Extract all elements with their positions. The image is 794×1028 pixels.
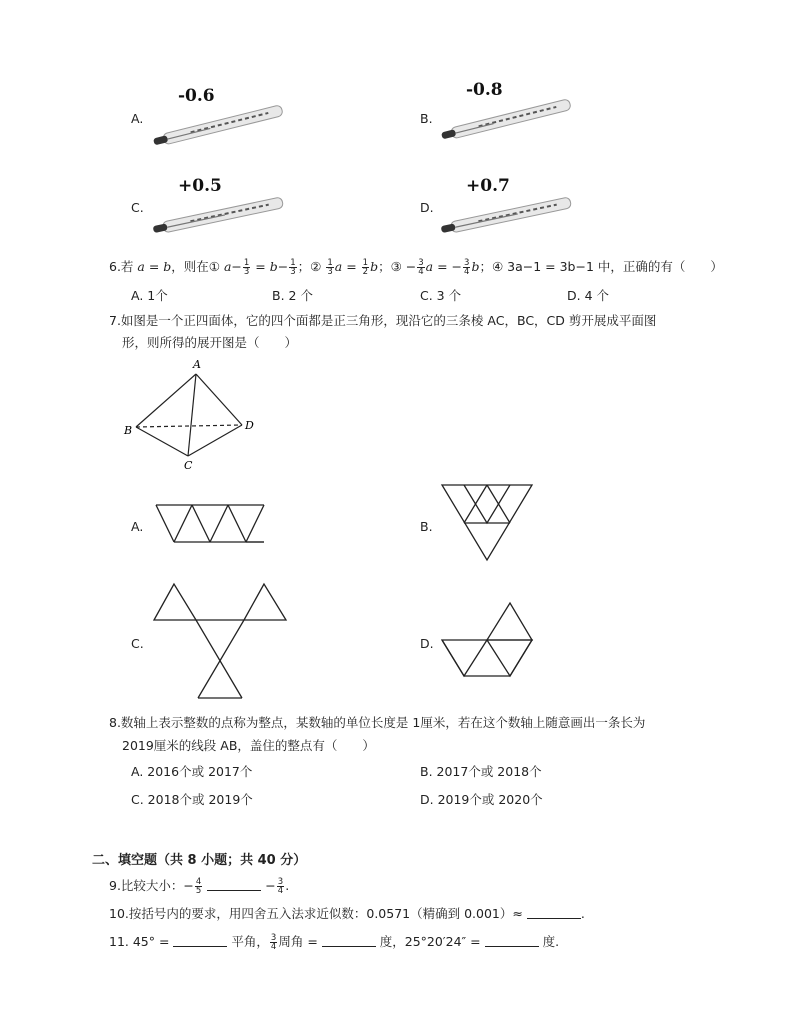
thermometer-icon — [438, 194, 578, 238]
q8-choice-b[interactable]: B. 2017个或 2018个 — [420, 764, 542, 779]
q7-option-a-letter: A. — [131, 519, 144, 534]
fraction: $\frac{4}{5}$ — [195, 877, 202, 896]
fraction: $\frac{3}{4}$ — [277, 877, 284, 896]
thermometer-reading: +0.5 — [178, 176, 222, 196]
q6-expr2b: b — [370, 259, 379, 274]
q6-expr4: ；④ 3a−1 = 3b−1 中，正确的有（ ） — [479, 259, 723, 274]
fraction: $\frac{1}{3}$ — [327, 258, 333, 277]
q6-expr1b: = b− — [251, 259, 289, 274]
q11-blank-1[interactable] — [173, 934, 227, 947]
question-6 — [109, 258, 723, 276]
edge-bc — [136, 427, 188, 456]
edge-bd-hidden — [136, 425, 242, 427]
q8-choice-a[interactable]: A. 2016个或 2017个 — [131, 764, 253, 779]
q6-expr1: a− — [223, 259, 242, 274]
q7-option-c-letter: C. — [131, 636, 144, 651]
thermometer-reading: -0.6 — [178, 86, 215, 106]
q6-mid: ，则在① — [171, 259, 224, 274]
q9-end: . — [285, 878, 290, 893]
question-10 — [109, 905, 585, 923]
vertex-label-c: C — [184, 459, 193, 472]
q9-prefix: 9.比较大小：− — [109, 878, 194, 893]
q8-line2: 2019厘米的线段 AB，盖住的整点有（ ） — [122, 738, 375, 753]
q11-p4: 度，25°20′24″ = — [375, 934, 485, 949]
vertex-label-b: B — [124, 424, 133, 437]
q8-line1: 8.数轴上表示整数的点称为整点，某数轴的单位长度是 1厘米，若在这个数轴上随意画出一条长为 — [109, 715, 646, 730]
q5-option-b-thermometer — [438, 80, 588, 160]
fraction: $\frac{1}{3}$ — [243, 258, 250, 277]
q6-expr2a: a = — [334, 259, 361, 274]
thermometer-reading: -0.8 — [466, 80, 503, 100]
fraction: $\frac{1}{3}$ — [290, 258, 296, 277]
vertex-label-d: D — [245, 419, 254, 432]
q10-text: 10.按括号内的要求，用四舍五入法求近似数：0.0571（精确到 0.001）≈ — [109, 906, 527, 921]
q6-e2pre: ；② — [297, 259, 326, 274]
edge-cd — [188, 425, 242, 456]
q6-expr3b: b — [471, 259, 480, 274]
q7-option-c-net[interactable] — [150, 580, 290, 702]
q11-blank-3[interactable] — [485, 934, 539, 947]
q8-choice-d[interactable]: D. 2019个或 2020个 — [420, 792, 543, 807]
q9-answer-blank[interactable] — [207, 878, 261, 891]
fraction: $\frac{3}{4}$ — [270, 933, 277, 952]
q8-choice-c[interactable]: C. 2018个或 2019个 — [131, 792, 253, 807]
q11-p3: 周角 = — [278, 934, 322, 949]
fraction: $\frac{3}{4}$ — [464, 258, 470, 277]
q7-line1: 7.如图是一个正四面体，它的四个面都是正三角形，现沿它的三条棱 AC，BC，CD 剪开展成平面图 — [109, 313, 657, 328]
q11-p5: 度. — [538, 934, 560, 949]
edge-ad — [196, 374, 242, 425]
q7-option-d-letter: D. — [420, 636, 434, 651]
q11-p2: 平角， — [227, 934, 269, 949]
thermometer-icon — [438, 98, 578, 142]
q7-option-a-net[interactable] — [150, 500, 270, 548]
q11-blank-2[interactable] — [322, 934, 376, 947]
edge-ac — [188, 374, 196, 456]
fraction: $\frac{3}{4}$ — [418, 258, 424, 277]
q6-choice-c[interactable]: C. 3 个 — [420, 288, 462, 303]
fraction: $\frac{1}{2}$ — [362, 258, 369, 277]
q10-end: . — [580, 906, 585, 921]
q6-condition: a = b — [137, 259, 172, 274]
q11-p1: 11. 45° = — [109, 934, 174, 949]
q5-option-a-thermometer — [150, 86, 300, 166]
q7-option-d-net[interactable] — [440, 600, 536, 680]
q5-option-b-letter: B. — [420, 111, 433, 126]
q6-e3pre: ；③ − — [378, 259, 417, 274]
q5-option-c-thermometer — [150, 176, 300, 256]
q6-choice-d[interactable]: D. 4 个 — [567, 288, 609, 303]
question-9 — [109, 877, 289, 895]
vertex-label-a: A — [193, 358, 201, 371]
q7-line2: 形，则所得的展开图是（ ） — [122, 335, 298, 350]
question-11 — [109, 933, 559, 951]
q10-answer-blank[interactable] — [527, 906, 581, 919]
edge-ab — [136, 374, 196, 427]
q9-sep: − — [261, 878, 276, 893]
q6-choice-b[interactable]: B. 2 个 — [272, 288, 313, 303]
q5-option-a-letter: A. — [131, 111, 144, 126]
tetrahedron-figure — [118, 356, 268, 474]
q7-option-b-net[interactable] — [440, 482, 536, 562]
thermometer-reading: +0.7 — [466, 176, 510, 196]
thermometer-icon — [150, 194, 290, 238]
q5-option-c-letter: C. — [131, 200, 144, 215]
thermometer-icon — [150, 104, 290, 148]
section-title: 二、填空题（共 8 小题；共 40 分） — [92, 853, 307, 868]
q6-expr3a: a = − — [425, 259, 463, 274]
q7-option-b-letter: B. — [420, 519, 433, 534]
q5-option-d-letter: D. — [420, 200, 434, 215]
q6-prefix: 6.若 — [109, 259, 138, 274]
q6-choice-a[interactable]: A. 1个 — [131, 288, 168, 303]
q5-option-d-thermometer — [438, 176, 588, 256]
